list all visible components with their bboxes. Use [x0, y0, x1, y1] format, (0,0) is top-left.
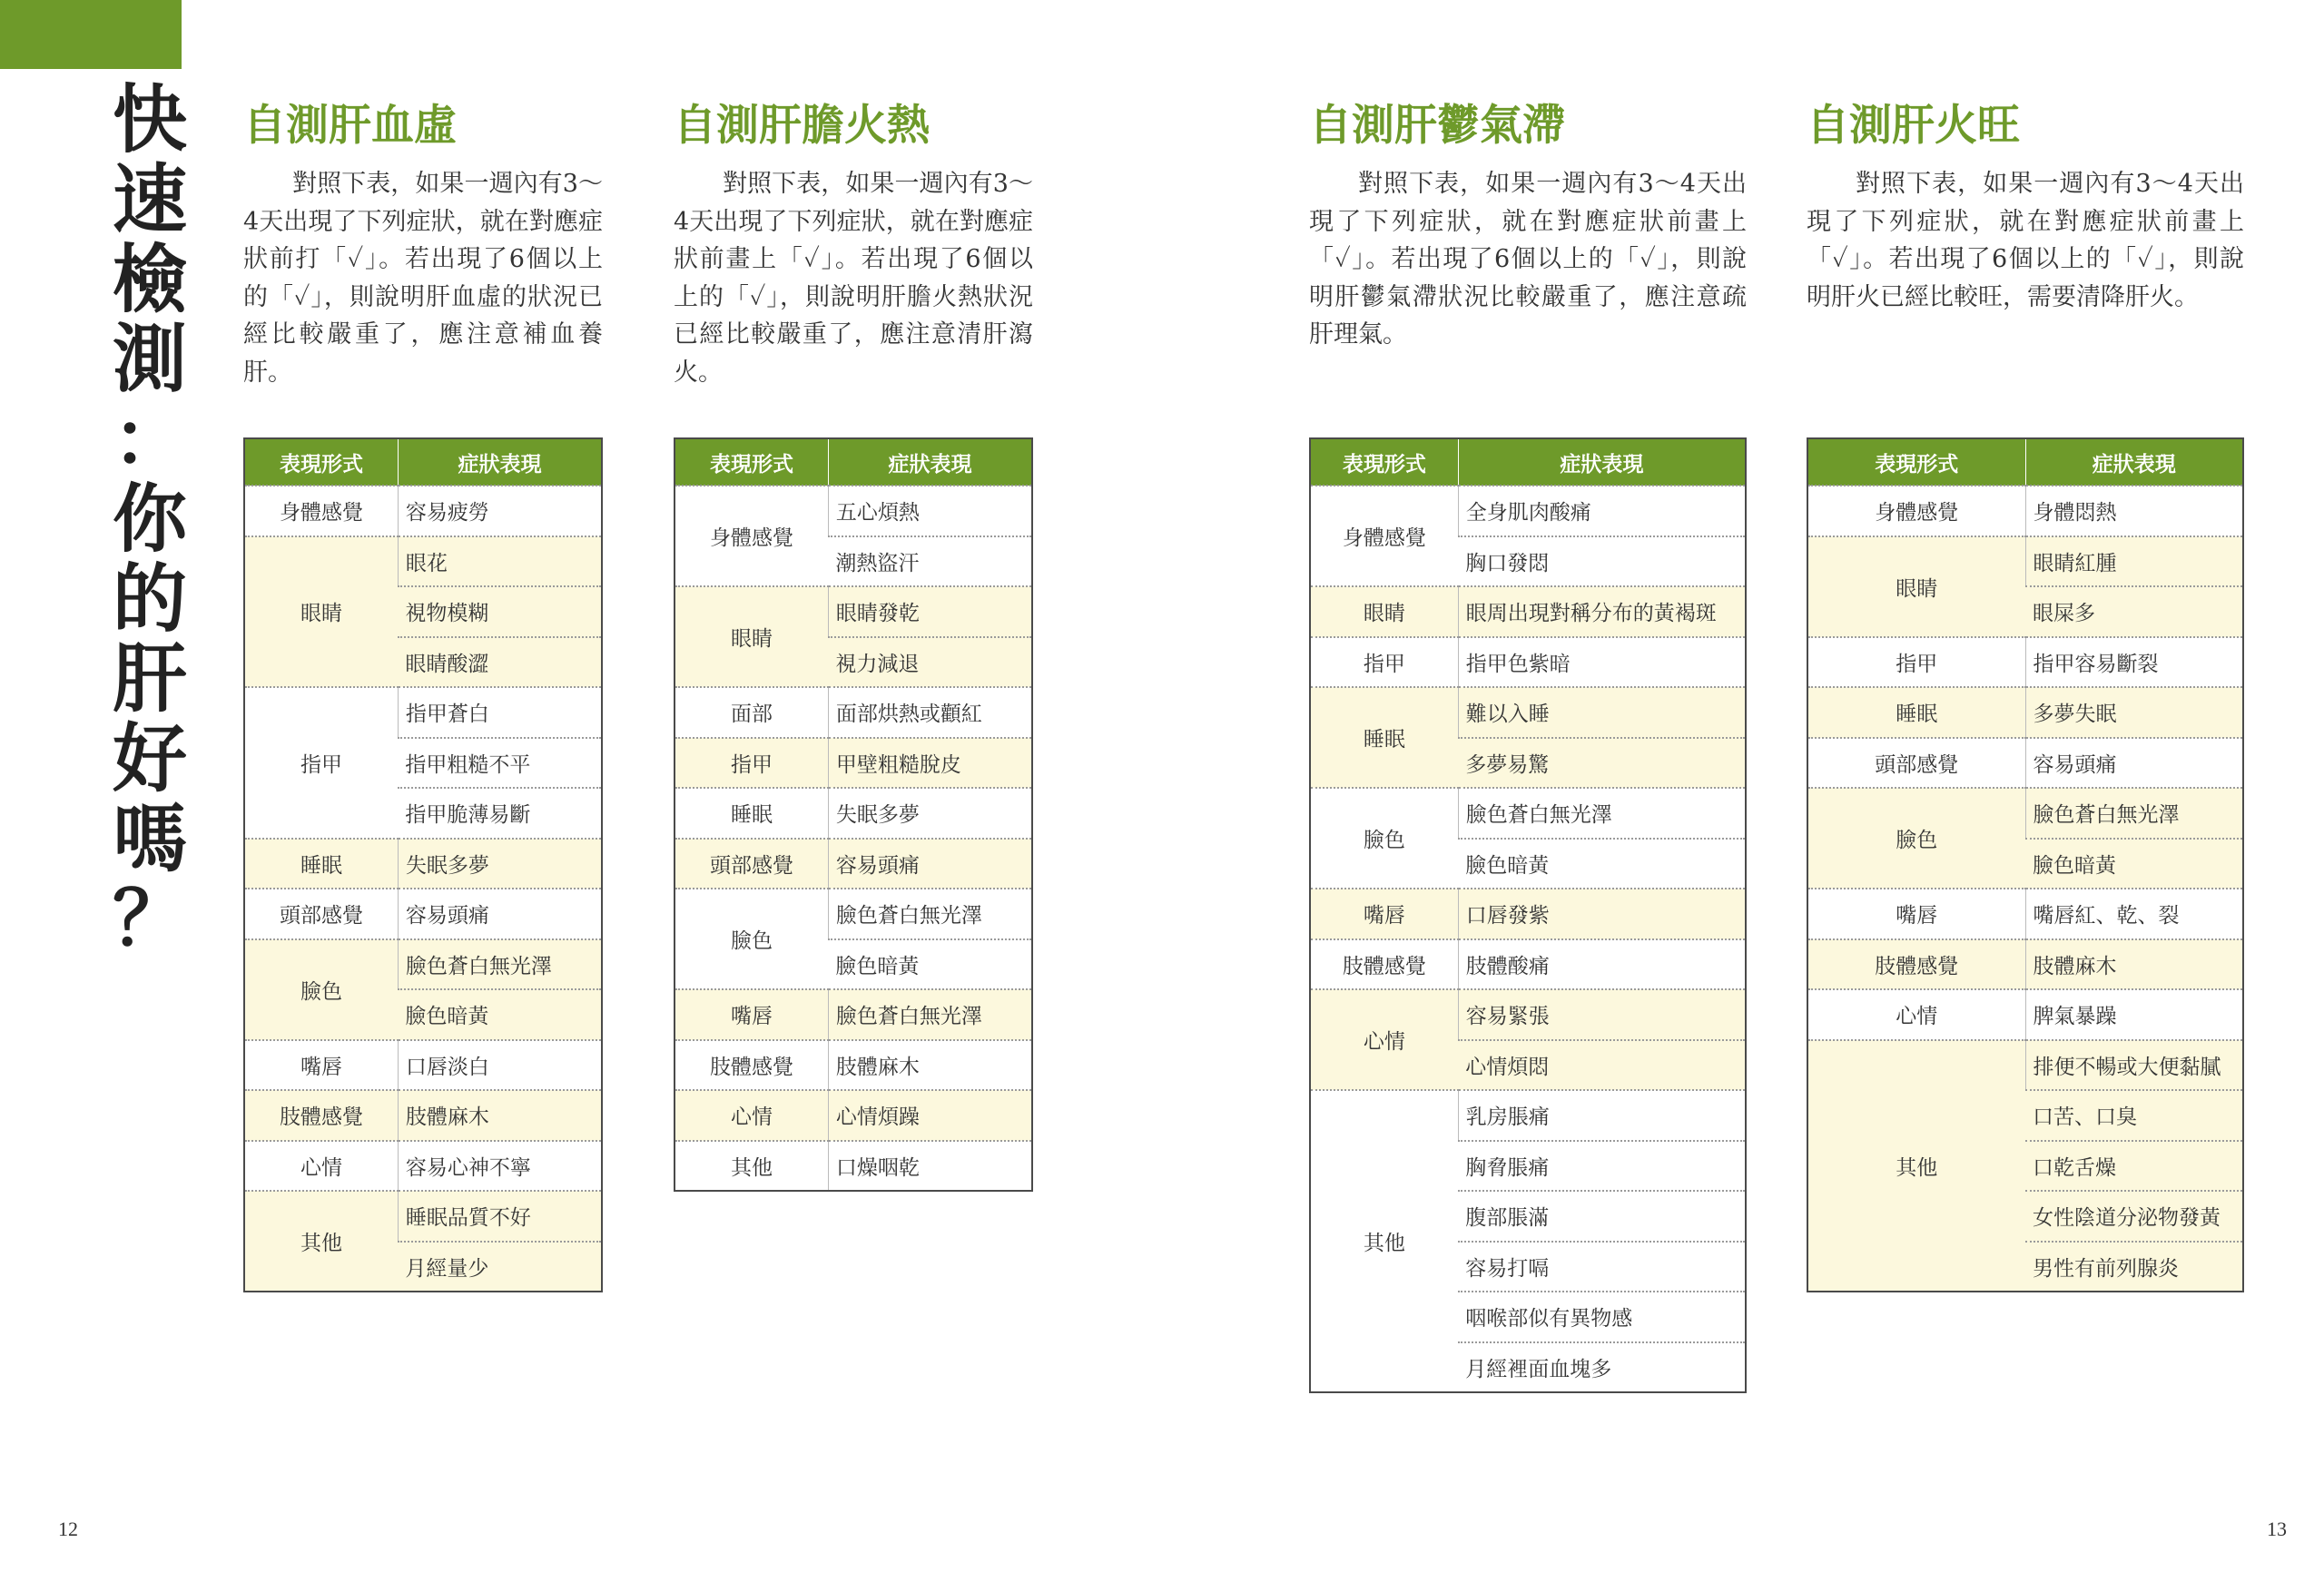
- header-symptom: 症狀表現: [398, 438, 602, 486]
- symptom-table: [243, 437, 603, 1292]
- table-row: [675, 1040, 1032, 1091]
- header-symptom: 症狀表現: [2025, 438, 2243, 486]
- main-title-char: 速: [112, 156, 187, 243]
- category-cell: 其他: [244, 1191, 398, 1292]
- symptom-cell: 五心煩熱: [828, 486, 1032, 536]
- symptom-cell: 臉色蒼白無光澤: [2025, 788, 2243, 839]
- category-cell: 眼睛: [1310, 586, 1458, 637]
- table-row: [244, 939, 602, 990]
- symptom-cell: 月經裡面血塊多: [1458, 1342, 1746, 1393]
- table-row: [244, 1090, 602, 1141]
- symptom-cell: 肢體麻木: [2025, 939, 2243, 990]
- table-row: [1807, 1040, 2243, 1091]
- section-title: 自測肝鬱氣滯: [1309, 101, 1565, 151]
- section-intro: 對照下表，如果一週內有3～4天出現了下列症狀，就在對應症狀前畫上「✓」。若出現了6個以上的「✓」，則說明肝火已經比較旺，需要清降肝火。: [1807, 170, 2244, 311]
- category-cell: 頭部感覺: [1807, 738, 2025, 789]
- category-cell: 心情: [675, 1090, 828, 1141]
- symptom-cell: 全身肌肉酸痛: [1458, 486, 1746, 536]
- category-cell: 指甲: [675, 738, 828, 789]
- table-row: [675, 486, 1032, 536]
- table-row: [1807, 536, 2243, 587]
- table-row: [244, 536, 602, 587]
- category-cell: 臉色: [244, 939, 398, 1040]
- symptom-cell: 月經量少: [398, 1242, 602, 1292]
- category-cell: 嘴唇: [244, 1040, 398, 1091]
- page-number-left: 12: [58, 1518, 78, 1540]
- section-liver-qi-stagnation: [1309, 98, 1747, 1393]
- symptom-cell: 眼屎多: [2025, 586, 2243, 637]
- page-main-title: [104, 76, 195, 962]
- header-symptom: 症狀表現: [828, 438, 1032, 486]
- symptom-cell: 甲壁粗糙脫皮: [828, 738, 1032, 789]
- symptom-cell: 口苦、口臭: [2025, 1090, 2243, 1141]
- main-title-char: 測: [112, 316, 187, 403]
- table-row: [675, 738, 1032, 789]
- symptom-cell: 眼睛紅腫: [2025, 536, 2243, 587]
- category-cell: 嘴唇: [675, 989, 828, 1040]
- header-form: 表現形式: [1807, 438, 2025, 486]
- category-cell: 心情: [1310, 989, 1458, 1090]
- symptom-cell: 指甲蒼白: [398, 687, 602, 738]
- category-cell: 其他: [675, 1141, 828, 1192]
- symptom-cell: 腹部脹滿: [1458, 1191, 1746, 1242]
- table-header-row: [675, 438, 1032, 486]
- symptom-cell: 胸口發悶: [1458, 536, 1746, 587]
- table-row: [244, 486, 602, 536]
- symptom-table-grid: [1309, 437, 1747, 1393]
- category-cell: 臉色: [1807, 788, 2025, 889]
- symptom-cell: 眼睛發乾: [828, 586, 1032, 637]
- symptom-cell: 心情煩悶: [1458, 1040, 1746, 1091]
- header-form: 表現形式: [244, 438, 398, 486]
- category-cell: 其他: [1310, 1090, 1458, 1392]
- header-form: 表現形式: [1310, 438, 1458, 486]
- symptom-cell: 容易頭痛: [2025, 738, 2243, 789]
- category-cell: 身體感覺: [244, 486, 398, 536]
- symptom-cell: 容易疲勞: [398, 486, 602, 536]
- table-row: [1310, 486, 1746, 536]
- table-row: [675, 1090, 1032, 1141]
- main-title-char: ？: [112, 875, 187, 962]
- symptom-cell: 失眠多夢: [398, 839, 602, 889]
- main-title-char: ：: [112, 396, 187, 483]
- category-cell: 眼睛: [675, 586, 828, 687]
- category-cell: 頭部感覺: [244, 889, 398, 939]
- table-row: [675, 989, 1032, 1040]
- section-liver-blood-deficiency: [243, 98, 603, 1292]
- table-row: [1310, 939, 1746, 990]
- category-cell: 睡眠: [1807, 687, 2025, 738]
- symptom-cell: 眼睛酸澀: [398, 637, 602, 688]
- table-header-row: [1807, 438, 2243, 486]
- symptom-cell: 男性有前列腺炎: [2025, 1242, 2243, 1292]
- symptom-cell: 臉色暗黃: [398, 989, 602, 1040]
- symptom-cell: 嘴唇紅、乾、裂: [2025, 889, 2243, 939]
- main-title-char: 肝: [112, 635, 187, 722]
- category-cell: 睡眠: [1310, 687, 1458, 788]
- table-row: [244, 687, 602, 738]
- section-title: 自測肝血虛: [243, 101, 457, 151]
- category-cell: 身體感覺: [675, 486, 828, 586]
- section-intro: 對照下表，如果一週內有3～4天出現了下列症狀，就在對應症狀前畫上「✓」。若出現了6個以上的「✓」，則說明肝鬱氣滯狀況比較嚴重了，應注意疏肝理氣。: [1309, 170, 1747, 349]
- symptom-cell: 臉色暗黃: [828, 939, 1032, 990]
- main-title-char: 你: [112, 476, 187, 563]
- main-title-char: 嗎: [112, 795, 187, 882]
- symptom-cell: 肢體麻木: [398, 1090, 602, 1141]
- symptom-cell: 乳房脹痛: [1458, 1090, 1746, 1141]
- section-intro: 對照下表，如果一週內有3～4天出現了下列症狀，就在對應症狀前畫上「✓」。若出現了6個以上的「✓」，則說明肝膽火熱狀況已經比較嚴重了，應注意清肝瀉火。: [674, 170, 1033, 387]
- category-cell: 肢體感覺: [675, 1040, 828, 1091]
- table-row: [1310, 637, 1746, 688]
- symptom-table: [1309, 437, 1747, 1393]
- symptom-cell: 睡眠品質不好: [398, 1191, 602, 1242]
- symptom-cell: 臉色暗黃: [1458, 839, 1746, 889]
- symptom-cell: 女性陰道分泌物發黃: [2025, 1191, 2243, 1242]
- table-row: [244, 1040, 602, 1091]
- table-row: [1807, 687, 2243, 738]
- category-cell: 肢體感覺: [1310, 939, 1458, 990]
- table-row: [1807, 637, 2243, 688]
- symptom-cell: 指甲粗糙不平: [398, 738, 602, 789]
- table-row: [1807, 486, 2243, 536]
- main-title-char: 檢: [112, 236, 187, 323]
- symptom-cell: 多夢失眠: [2025, 687, 2243, 738]
- section-title: 自測肝膽火熱: [674, 101, 930, 151]
- symptom-cell: 多夢易驚: [1458, 738, 1746, 789]
- table-row: [1310, 788, 1746, 839]
- table-row: [675, 889, 1032, 939]
- page-number-right: 13: [2267, 1518, 2287, 1540]
- category-cell: 肢體感覺: [244, 1090, 398, 1141]
- table-row: [244, 889, 602, 939]
- main-title-char: 的: [112, 555, 187, 643]
- symptom-table: [1807, 437, 2244, 1292]
- table-row: [675, 788, 1032, 839]
- main-title-char: 好: [112, 715, 187, 802]
- symptom-cell: 口燥咽乾: [828, 1141, 1032, 1192]
- symptom-cell: 面部烘熱或顴紅: [828, 687, 1032, 738]
- table-row: [675, 687, 1032, 738]
- symptom-cell: 容易頭痛: [398, 889, 602, 939]
- symptom-cell: 臉色蒼白無光澤: [398, 939, 602, 990]
- symptom-cell: 口唇發紫: [1458, 889, 1746, 939]
- category-cell: 指甲: [244, 687, 398, 839]
- category-cell: 臉色: [675, 889, 828, 989]
- section-title: 自測肝火旺: [1807, 101, 2020, 151]
- symptom-cell: 失眠多夢: [828, 788, 1032, 839]
- table-row: [1310, 989, 1746, 1040]
- symptom-cell: 排便不暢或大便黏膩: [2025, 1040, 2243, 1091]
- symptom-cell: 口唇淡白: [398, 1040, 602, 1091]
- symptom-table-grid: [243, 437, 603, 1292]
- table-row: [1807, 989, 2243, 1040]
- symptom-cell: 臉色暗黃: [2025, 839, 2243, 889]
- category-cell: 其他: [1807, 1040, 2025, 1292]
- symptom-cell: 臉色蒼白無光澤: [828, 989, 1032, 1040]
- category-cell: 指甲: [1807, 637, 2025, 688]
- category-cell: 指甲: [1310, 637, 1458, 688]
- category-cell: 臉色: [1310, 788, 1458, 889]
- table-row: [675, 1141, 1032, 1192]
- symptom-cell: 眼周出現對稱分布的黃褐斑: [1458, 586, 1746, 637]
- section-intro: 對照下表，如果一週內有3～4天出現了下列症狀，就在對應症狀前打「✓」。若出現了6個以上的「✓」，則說明肝血虛的狀況已經比較嚴重了，應注意補血養肝。: [243, 170, 603, 387]
- table-row: [675, 839, 1032, 889]
- table-row: [244, 839, 602, 889]
- category-cell: 眼睛: [244, 536, 398, 688]
- symptom-cell: 潮熱盜汗: [828, 536, 1032, 587]
- category-cell: 睡眠: [244, 839, 398, 889]
- symptom-cell: 脾氣暴躁: [2025, 989, 2243, 1040]
- section-liver-gallbladder-fire: [674, 98, 1033, 1192]
- symptom-cell: 口乾舌燥: [2025, 1141, 2243, 1192]
- category-cell: 嘴唇: [1807, 889, 2025, 939]
- symptom-cell: 身體悶熱: [2025, 486, 2243, 536]
- table-row: [1807, 788, 2243, 839]
- symptom-cell: 容易打嗝: [1458, 1242, 1746, 1292]
- table-row: [1310, 1090, 1746, 1141]
- symptom-cell: 指甲容易斷裂: [2025, 637, 2243, 688]
- symptom-cell: 視物模糊: [398, 586, 602, 637]
- category-cell: 心情: [244, 1141, 398, 1192]
- category-cell: 身體感覺: [1807, 486, 2025, 536]
- symptom-cell: 肢體酸痛: [1458, 939, 1746, 990]
- symptom-cell: 咽喉部似有異物感: [1458, 1292, 1746, 1342]
- table-row: [1807, 738, 2243, 789]
- table-header-row: [244, 438, 602, 486]
- table-row: [1310, 586, 1746, 637]
- category-cell: 頭部感覺: [675, 839, 828, 889]
- symptom-table-grid: [1807, 437, 2244, 1292]
- symptom-cell: 心情煩躁: [828, 1090, 1032, 1141]
- category-cell: 心情: [1807, 989, 2025, 1040]
- symptom-cell: 肢體麻木: [828, 1040, 1032, 1091]
- header-form: 表現形式: [675, 438, 828, 486]
- category-cell: 睡眠: [675, 788, 828, 839]
- category-cell: 身體感覺: [1310, 486, 1458, 586]
- header-symptom: 症狀表現: [1458, 438, 1746, 486]
- category-cell: 面部: [675, 687, 828, 738]
- table-row: [675, 586, 1032, 637]
- section-liver-fire-excess: [1807, 98, 2244, 1292]
- corner-accent-block: [0, 0, 182, 69]
- symptom-cell: 容易頭痛: [828, 839, 1032, 889]
- symptom-cell: 視力減退: [828, 637, 1032, 688]
- table-row: [1310, 687, 1746, 738]
- category-cell: 眼睛: [1807, 536, 2025, 637]
- symptom-table-grid: [674, 437, 1033, 1192]
- symptom-cell: 指甲色紫暗: [1458, 637, 1746, 688]
- category-cell: 肢體感覺: [1807, 939, 2025, 990]
- symptom-cell: 容易心神不寧: [398, 1141, 602, 1192]
- symptom-cell: 容易緊張: [1458, 989, 1746, 1040]
- symptom-cell: 臉色蒼白無光澤: [828, 889, 1032, 939]
- main-title-char: 快: [112, 76, 187, 163]
- symptom-cell: 眼花: [398, 536, 602, 587]
- symptom-cell: 指甲脆薄易斷: [398, 788, 602, 839]
- symptom-cell: 臉色蒼白無光澤: [1458, 788, 1746, 839]
- symptom-cell: 難以入睡: [1458, 687, 1746, 738]
- symptom-table: [674, 437, 1033, 1192]
- category-cell: 嘴唇: [1310, 889, 1458, 939]
- table-header-row: [1310, 438, 1746, 486]
- symptom-cell: 胸脅脹痛: [1458, 1141, 1746, 1192]
- table-row: [244, 1141, 602, 1192]
- table-row: [244, 1191, 602, 1242]
- table-row: [1807, 939, 2243, 990]
- table-row: [1807, 889, 2243, 939]
- table-row: [1310, 889, 1746, 939]
